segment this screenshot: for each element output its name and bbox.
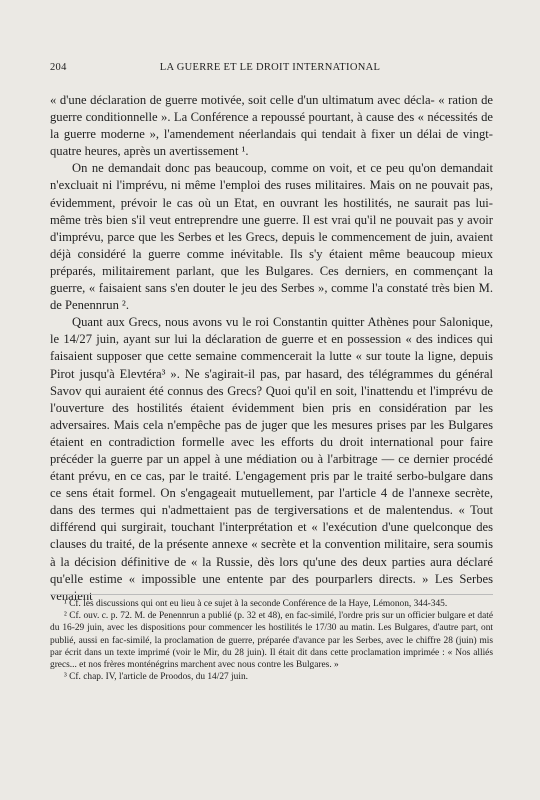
body-text xyxy=(50,92,493,605)
paragraph-2: On ne demandait donc pas beaucoup, comme on voit, et ce peu qu'on demandait n'excluait ni l'imprévu, ni même l'emploi des ruses militaires. Mais on ne pouvait pas, évidemment, prévoir le cas où un Etat, en ouvrant les hostilités, ne saurait pas lui-même très bien s'il veut entreprendre une guerre. Il est vrai qu'il ne pouvait pas y avoir d'imprévu, parce que les Serbes et les Grecs, depuis le commencement de juin, avaient déjà considéré la guerre comme inévitable. Ils s'y étaient même beaucoup mieux préparés, militairement parlant, que les Bulgares. Ces derniers, en commençant la guerre, « faisaient sans s'en douter le jeu des Serbes », comme l'a constaté très bien M. de Penennrun ². xyxy=(50,161,493,313)
footnote-1: ¹ Cf. les discussions qui ont eu lieu à ce sujet à la seconde Conférence de la Haye, Lémonon, 344-345. xyxy=(64,599,448,609)
footnote-3: ³ Cf. chap. IV, l'article de Proodos, du 14/27 juin. xyxy=(64,672,248,683)
paragraph-3: Quant aux Grecs, nous avons vu le roi Constantin quitter Athènes pour Salonique, le 14/27 juin, ayant sur lui la déclaration de guerre et en possession « des indices qui faisaient supposer que cette semaine commencerait la lutte « sur toute la ligne, depuis Pirot jusqu'à Elevtéra³ ». Ne s'agirait-il pas, par hasard, des télégrammes du général Savov qui auraient été connus des Grecs? Quoi qu'il en soit, l'inattendu et l'imprévu de l'ouverture des hostilités étaient évidemment bien pris en considération par les adversaires. Mais cela n'empêche pas de juger que les mesures prises par les Bulgares étaient en contradiction formelle avec les efforts du droit international pour faire précéder la guerre par un appel à une médiation ou à l'arbitrage — ce dernier procédé étant prévu, en ce cas, par le traité. L'engagement pris par le traité serbo-bulgare dans ce sens était formel. On s'engageait mutuellement, par l'article 4 de l'annexe secrète, dans des termes qui n'admettaient pas de tergiversations et de malentendus. « Tout différend qui surgirait, touchant l'interprétation et « l'exécution d'une quelconque des clauses du traité, de la présente annexe « secrète et la convention militaire, sera soumis à la décision définitive de « la Russie, dès lors qu'une des deux parties aura déclaré qu'elle estime « impossible une entente par des pourparlers directs. » Les Serbes venaient xyxy=(50,315,493,603)
footnotes xyxy=(50,598,493,683)
running-title: LA GUERRE ET LE DROIT INTERNATIONAL xyxy=(159,62,381,73)
paragraph-1: « d'une déclaration de guerre motivée, soit celle d'un ultimatum avec décla- « ration de guerre conditionnelle ». La Conférence a repoussé pourtant, à cause des « nécessités de la guerre moderne », l'amendement néerlandais qui tendait à fixer un délai de vingt-quatre heures, après un avertissement ¹. xyxy=(50,93,493,159)
footnote-2: ² Cf. ouv. c. p. 72. M. de Penennrun a publié (p. 32 et 48), en fac-similé, l'ordre pris sur un officier bulgare et daté du 16-29 juin, avec les dispositions pour commencer les hostilités le 17/30 au matin. Les Bulgares, d'autre part, ont publié, aussi en fac-similé, la proclamation de guerre, préparée d'avance par les Serbes, avec le chiffre 28 (juin) mis par écrit dans un texte imprimé (voir le Mir, du 28 juin). Il était dit dans cette proclamation imprimée : « Nos alliés grecs... et nos frères monténégrins marchent avec nous contre les Bulgares. » xyxy=(50,611,493,671)
footnote-divider xyxy=(50,594,493,595)
page-number: 204 xyxy=(50,62,67,73)
